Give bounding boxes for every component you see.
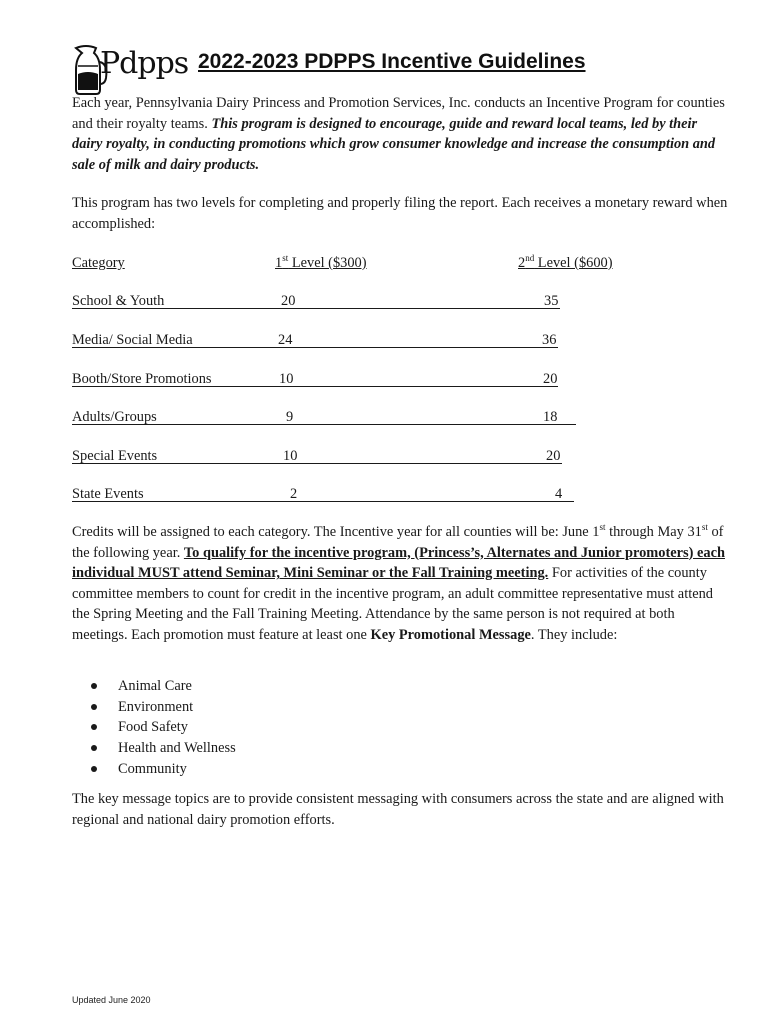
row-level2: 4 [555,486,563,502]
credits-text-2: through May 31 [605,524,702,540]
row-category: Special Events [72,448,158,464]
row-level2: 20 [543,371,558,387]
footer-updated: Updated June 2020 [72,995,151,1005]
bullet-icon [91,724,97,730]
list-item [88,738,236,759]
row-category: Adults/Groups [72,409,157,425]
row-level1: 10 [283,448,298,464]
key-messages-list [88,676,236,780]
row-category: Media/ Social Media [72,332,193,348]
row-underline [72,485,574,502]
row-level2: 35 [544,293,559,309]
level2-header-label: Level ($600) [534,255,613,271]
list-item [88,759,236,780]
row-level2: 18 [543,409,558,425]
row-category: School & Youth [72,293,165,309]
closing-paragraph: The key message topics are to provide consistent messaging with consumers across the state and are aligned with regional and national dairy promotion efforts. [72,791,724,828]
logo-wordmark: Pdpps [100,46,189,81]
credits-ordinal-2: st [701,522,708,533]
intro-text: Each year, Pennsylvania Dairy Princess and Promotion Services, Inc. conducts an Incentive Program for counties and their royalty teams. [72,95,725,132]
row-level2: 36 [542,332,557,348]
list-item-label: Community [118,760,187,777]
list-item-label: Environment [118,698,194,715]
row-level1: 24 [278,332,293,348]
level1-header-number: 1 [275,255,283,271]
credits-text-4: For activities of the county committee members to count for credit in the incentive program, an adult committee representative must attend the Spring Meeting and the Fall Training Meeting. Attendance by the same person is not required at both meetings. Each promotion must feature at least one [72,565,713,643]
list-item-label: Animal Care [118,678,192,694]
category-header: Category [72,255,125,271]
list-item [88,676,236,697]
list-item-label: Food Safety [118,719,188,736]
row-category: State Events [72,486,144,502]
credits-paragraph [72,522,728,645]
bullet-icon [91,704,97,710]
row-level1: 10 [279,371,294,387]
row-level1: 2 [290,486,298,502]
level2-header-ordinal: nd [525,253,535,264]
page-title: 2022-2023 PDPPS Incentive Guidelines [198,50,586,73]
row-category: Booth/Store Promotions [72,371,212,387]
credits-text-5: . They include: [530,626,618,643]
level1-header-ordinal: st [282,253,289,264]
credits-text-3: of the following year. [72,524,724,561]
row-level2: 20 [546,448,561,464]
list-item [88,697,236,718]
row-level1: 9 [286,409,294,425]
level1-header-label: Level ($300) [288,255,367,271]
intro-paragraph [72,93,728,175]
bullet-icon [91,745,97,751]
credits-ordinal-1: st [599,522,606,533]
key-message-term: Key Promotional Message [370,626,531,643]
qualify-requirement: To qualify for the incentive program, (Princess’s, Alternates and Junior promoters) each individual MUST attend Seminar, Mini Seminar or the Fall Training meeting. [72,544,725,581]
row-level1: 20 [281,293,296,309]
intro-emphasis: This program is designed to encourage, guide and reward local teams, led by their dairy royalty, in conducting promotions which grow consumer knowledge and increase the consumption and sale of milk and dairy products. [72,115,716,173]
list-item [88,717,236,738]
level2-header-number: 2 [518,255,526,271]
bullet-icon [91,766,97,772]
level2-header [518,254,613,272]
level1-header [275,254,367,272]
levels-intro-paragraph: This program has two levels for completing and properly filing the report. Each receives a monetary reward when accomplished: [72,195,728,232]
credits-text-1: Credits will be assigned to each category. The Incentive year for all counties will be: June 1 [72,524,600,540]
list-item-label: Health and Wellness [118,740,236,757]
bullet-icon [91,683,97,689]
